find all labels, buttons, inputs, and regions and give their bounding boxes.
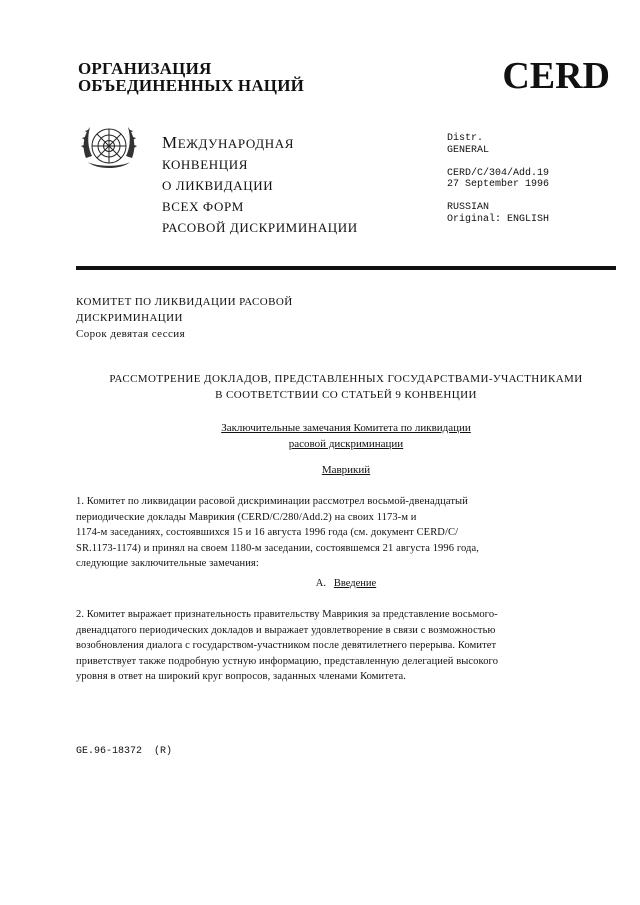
paragraph-2-line: возобновления диалога с государством-участником после девятилетнего перерыва. Комитет: [76, 640, 497, 651]
document-title: [76, 371, 616, 403]
paragraph-1-line: периодические доклады Маврикия (CERD/C/280/Add.2) на своих 1173-м и: [76, 511, 417, 523]
org-line-1: ОРГАНИЗАЦИЯ: [78, 59, 212, 78]
convention-initial: М: [162, 133, 178, 152]
paragraph-1-line: следующие заключительные замечания:: [76, 558, 259, 569]
section-heading-a: [76, 578, 616, 589]
convention-line-5: РАСОВОЙ ДИСКРИМИНАЦИИ: [162, 220, 358, 235]
paragraph-2-line: двенадцатого периодических докладов и выражает удовлетворение в связи с возможностью: [76, 624, 496, 636]
header-divider: [76, 266, 616, 270]
subtitle-line-2: расовой дискриминации: [288, 438, 404, 450]
title-line-2: В СООТВЕТСТВИИ СО СТАТЬЕЙ 9 КОНВЕНЦИИ: [215, 389, 477, 401]
document-symbol: CERD/C/304/Add.19: [447, 167, 550, 179]
paragraph-2-line: приветствует также подробную устную информацию, представленную делегацией высокого: [76, 655, 499, 667]
paragraph-2: [76, 607, 586, 685]
convention-title: [162, 132, 358, 238]
document-language: RUSSIAN: [447, 202, 490, 213]
distr-general: GENERAL: [447, 144, 490, 156]
document-date: 27 September 1996: [447, 179, 550, 190]
session-name: Сорок девятая сессия: [76, 328, 186, 340]
distr-label: Distr.: [447, 133, 484, 144]
country-heading: [76, 464, 616, 476]
convention-line-3: О ЛИКВИДАЦИИ: [162, 178, 274, 193]
committee-line-1: КОМИТЕТ ПО ЛИКВИДАЦИИ РАСОВОЙ: [76, 296, 293, 308]
cerd-logo: CERD: [502, 55, 610, 97]
subtitle-line-1: Заключительные замечания Комитета по ликвидации: [221, 422, 471, 434]
paragraph-1-line: 1. Комитет по ликвидации расовой дискриминации рассмотрел восьмой-двенадцатый: [76, 496, 468, 507]
convention-line-4: ВСЕХ ФОРМ: [162, 199, 244, 214]
distr-spacer-2: [447, 191, 549, 203]
org-line-2: ОБЪЕДИНЕННЫХ НАЦИЙ: [78, 76, 305, 95]
convention-line-1-rest: ЕЖДУНАРОДНАЯ: [177, 136, 294, 151]
paragraph-1-line: 1174-м заседаниях, состоявшихся 15 и 16 августа 1996 года (см. документ CERD/C/: [76, 527, 459, 538]
footer-job-number: GE.96-18372 (R): [76, 746, 173, 757]
organization-name: [78, 60, 304, 94]
paragraph-1: [76, 494, 586, 572]
section-letter: A.: [315, 578, 326, 589]
committee-block: [76, 294, 293, 342]
committee-line-2: ДИСКРИМИНАЦИИ: [76, 312, 183, 324]
document-original: Original: ENGLISH: [447, 213, 550, 225]
paragraph-2-line: 2. Комитет выражает признательность правительству Маврикия за представление восьмого-: [76, 609, 498, 620]
convention-line-2: КОНВЕНЦИЯ: [162, 157, 248, 172]
document-subtitle: [76, 420, 616, 452]
paragraph-1-line: SR.1173-1174) и принял на своем 1180-м заседании, состоявшемся 21 августа 1996 года,: [76, 542, 479, 554]
section-title: Введение: [333, 578, 377, 589]
un-emblem-icon: [78, 118, 140, 180]
title-line-1: РАССМОТРЕНИЕ ДОКЛАДОВ, ПРЕДСТАВЛЕННЫХ ГОСУДАРСТВАМИ-УЧАСТНИКАМИ: [109, 373, 583, 385]
paragraph-2-line: уровня в ответ на широкий круг вопросов, заданных членами Комитета.: [76, 671, 407, 682]
country-name: Маврикий: [321, 464, 371, 476]
distr-spacer: [447, 156, 549, 168]
convention-line-1: [162, 132, 358, 154]
distribution-block: [447, 133, 549, 225]
